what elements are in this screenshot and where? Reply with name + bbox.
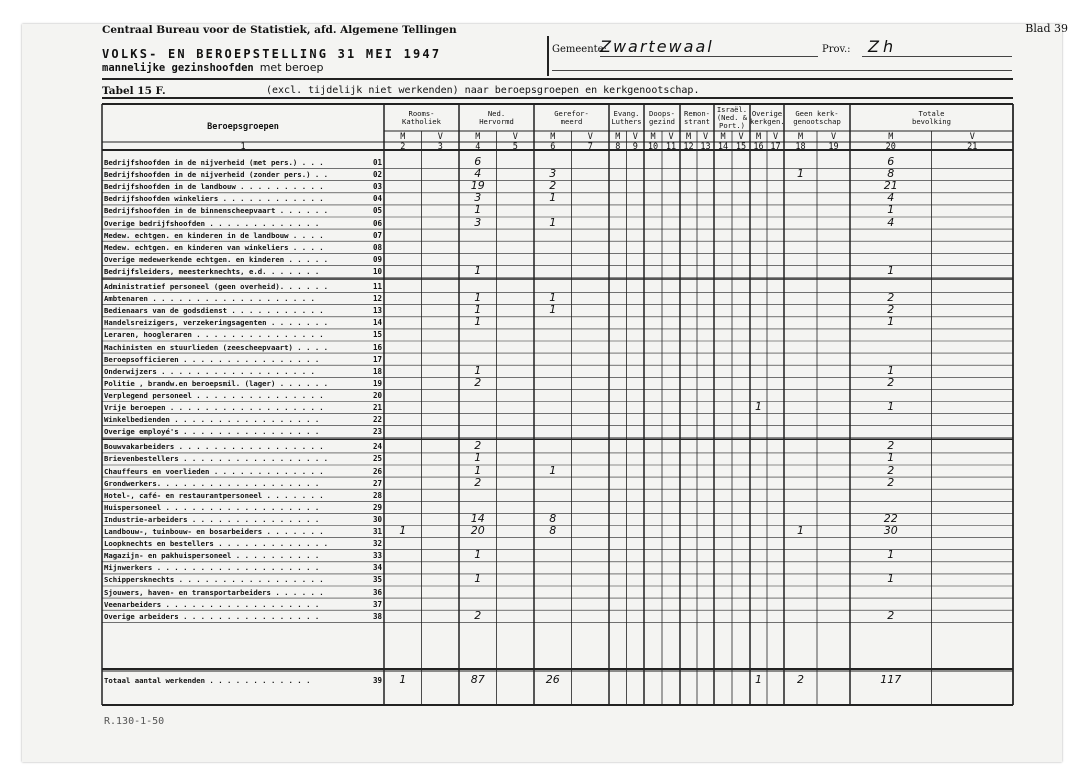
cell-value: 4 (887, 215, 895, 229)
row-number: 04 (372, 194, 382, 204)
row-number: 10 (372, 266, 382, 276)
mv-m-label: M (720, 132, 726, 142)
cell-value: 2 (474, 608, 482, 622)
row-label: Schippersknechts . . . . . . . . . . . . . . . . . (104, 575, 324, 585)
row-number: 11 (372, 282, 382, 291)
row-number: 08 (372, 242, 382, 252)
cell-value: 2 (887, 608, 895, 622)
row-label: Overige arbeiders . . . . . . . . . . . . . . . . (104, 611, 320, 621)
mv-v-label: V (437, 132, 443, 142)
mv-m-label: M (650, 132, 656, 142)
row-label: Landbouw-, tuinbouw- en bosarbeiders . . . . . . . (104, 527, 324, 536)
row-label: Huispersoneel . . . . . . . . . . . . . . . . . . (104, 502, 320, 512)
cell-value: 2 (474, 375, 482, 389)
row-number: 05 (372, 206, 382, 216)
cell-value: 1 (474, 303, 482, 317)
column-number: 10 (647, 142, 659, 152)
column-number: 15 (735, 142, 747, 152)
cell-value: 1 (887, 548, 895, 562)
row-label: Bedrijfsleiders, meesterknechts, e.d. . . . . . . (104, 266, 320, 276)
row-label: Magazijn- en pakhuispersoneel . . . . . . . . . . (104, 551, 320, 561)
cell-value: 3 (474, 215, 482, 229)
row-label: Winkelbedienden . . . . . . . . . . . . . . . . . (104, 415, 320, 425)
cell-value: 1 (549, 463, 557, 477)
group-header: Gerefor- meerd (554, 109, 589, 126)
row-number: 35 (372, 575, 382, 585)
row-number: 37 (372, 599, 382, 609)
total-label: Totaal aantal werkenden . . . . . . . . . . . . (104, 676, 311, 685)
row-number: 38 (372, 611, 382, 621)
mv-m-label: M (400, 132, 406, 142)
row-label: Industrie-arbeiders . . . . . . . . . . . . . . . (104, 514, 320, 524)
cell-value: 1 (399, 524, 407, 537)
cell-value: 3 (549, 167, 557, 181)
cell-value: 19 (470, 179, 485, 193)
row-label: Machinisten en stuurlieden (zeescheepvaart) . . . . (104, 342, 329, 352)
cell-value: 2 (887, 475, 895, 489)
prov-label: Prov.: (822, 44, 851, 55)
column-number: 1 (240, 142, 246, 152)
row-label: Veenarbeiders . . . . . . . . . . . . . . . . . . (104, 599, 320, 609)
cell-value: 1 (474, 363, 482, 377)
gemeente-value: Zwartewaal (600, 37, 714, 56)
group-header: Evang. Luthers (611, 109, 642, 126)
column-number: 17 (770, 142, 781, 152)
cell-value: 2 (474, 439, 482, 453)
row-label: Mijnwerkers . . . . . . . . . . . . . . . . . . . (104, 563, 320, 573)
cell-value: 1 (474, 548, 482, 562)
row-number: 02 (372, 170, 382, 180)
group-header: Ned. Hervormd (479, 109, 514, 126)
cell-value: 1 (474, 451, 482, 465)
cell-value: 4 (474, 167, 482, 181)
mv-m-label: M (685, 132, 692, 142)
row-number: 01 (372, 158, 382, 167)
cell-value: 1 (797, 524, 804, 537)
header-beroepsgroepen: Beroepsgroepen (207, 122, 279, 132)
row-label: Ambtenaren . . . . . . . . . . . . . . . . . . . (104, 294, 315, 304)
cell-value: 1 (797, 167, 804, 181)
row-label: Administratief personeel (geen overheid). . . . . . (104, 282, 329, 291)
column-number: 19 (828, 142, 839, 152)
cell-value: 2 (474, 475, 482, 489)
cell-value: 1 (887, 315, 895, 329)
form-code: R.130-1-50 (104, 716, 165, 727)
mv-m-label: M (755, 132, 762, 142)
mv-v-label: V (738, 132, 744, 142)
row-number: 21 (372, 403, 382, 412)
cell-value: 2 (887, 463, 895, 477)
mv-v-label: V (969, 132, 975, 142)
row-number: 31 (372, 527, 382, 536)
cell-value: 30 (883, 524, 898, 537)
mv-m-label: M (797, 132, 804, 142)
row-number: 18 (372, 366, 382, 376)
row-label: Verplegend personeel . . . . . . . . . . . . . . . (104, 390, 324, 400)
cell-value: 8 (549, 524, 557, 537)
group-header: Totale bevolking (912, 109, 951, 126)
cell-value: 6 (887, 155, 895, 168)
gemeente-label: Gemeente: (552, 44, 607, 55)
total-value: 2 (797, 673, 804, 686)
mv-m-label: M (550, 132, 556, 142)
row-label: Bedrijfshoofden in de landbouw . . . . . . . . . . (104, 182, 324, 192)
row-number: 23 (372, 427, 382, 437)
row-label: Vrije beroepen . . . . . . . . . . . . . . . . . . (104, 403, 324, 412)
table-number: Tabel 15 F. (102, 85, 166, 97)
table-description: (excl. tijdelijk niet werkenden) naar beroepsgroepen en kerkgenootschap. (266, 85, 700, 96)
row-label: Medew. echtgen. en kinderen in de landbouw . . . . (104, 230, 324, 240)
mv-m-label: M (888, 132, 894, 142)
mv-v-label: V (512, 132, 518, 142)
row-label: Politie , brandw.en beroepsmil. (lager) . . . . . . (104, 378, 329, 388)
total-value: 26 (545, 673, 560, 686)
row-number: 17 (372, 354, 382, 364)
row-number: 27 (372, 478, 382, 488)
total-value: 87 (470, 673, 485, 686)
row-number: 30 (372, 514, 382, 524)
row-number: 14 (372, 318, 382, 328)
row-number: 26 (372, 466, 382, 476)
group-header: Rooms- Katholiek (402, 109, 441, 126)
cell-value: 1 (474, 263, 482, 277)
row-number: 06 (372, 218, 382, 228)
cell-value: 6 (474, 155, 482, 168)
column-number: 7 (587, 142, 593, 152)
cell-value: 1 (887, 400, 895, 413)
column-number: 14 (717, 142, 729, 152)
cell-value: 4 (887, 191, 895, 205)
row-label: Medew. echtgen. en kinderen van winkeliers . . . . (104, 242, 324, 252)
column-number: 3 (437, 142, 443, 152)
row-number: 13 (372, 306, 382, 316)
cell-value: 1 (887, 572, 895, 586)
column-number: 4 (475, 142, 481, 152)
total-number: 39 (372, 676, 382, 685)
row-number: 03 (372, 182, 382, 192)
row-label: Bedrijfshoofden winkeliers . . . . . . . . . . . . (104, 194, 324, 204)
row-label: Grondwerkers. . . . . . . . . . . . . . . . . . . (104, 478, 320, 488)
cell-value: 1 (755, 400, 762, 413)
cell-value: 8 (887, 167, 895, 181)
cell-value: 8 (549, 511, 557, 525)
mv-v-label: V (772, 132, 779, 142)
row-number: 16 (372, 342, 382, 352)
row-number: 24 (372, 442, 382, 452)
cell-value: 1 (549, 215, 557, 229)
row-number: 25 (372, 454, 382, 464)
column-number: 18 (795, 142, 806, 152)
census-title: VOLKS- EN BEROEPSTELLING 31 MEI 1947 (102, 47, 442, 61)
group-header: Remon- strant (684, 109, 710, 126)
row-number: 29 (372, 502, 382, 512)
cell-value: 2 (887, 291, 895, 305)
row-label: Chauffeurs en voerlieden . . . . . . . . . . . . . (104, 466, 324, 476)
total-value: 1 (399, 673, 407, 686)
row-label: Brievenbestellers . . . . . . . . . . . . . . . . . (104, 454, 329, 464)
column-number: 11 (665, 142, 677, 152)
row-label: Leraren, hoogleraren . . . . . . . . . . . . . . . (104, 330, 324, 340)
row-label: Bedrijfshoofden in de nijverheid (zonder pers.) . . (104, 170, 329, 180)
cell-value: 1 (549, 303, 557, 317)
column-number: 8 (615, 142, 621, 152)
mv-m-label: M (475, 132, 481, 142)
bureau-title: Centraal Bureau voor de Statistiek, afd. Algemene Tellingen (102, 24, 457, 36)
row-label: Bouwvakarbeiders . . . . . . . . . . . . . . . . . (104, 442, 324, 452)
column-number: 20 (885, 142, 896, 152)
column-number: 2 (400, 142, 406, 152)
cell-value: 1 (474, 203, 482, 217)
subtitle-typed: mannelijke gezinshoofden (102, 62, 254, 74)
cell-value: 1 (549, 291, 557, 305)
cell-value: 1 (887, 203, 895, 217)
row-label: Overige bedrijfshoofden . . . . . . . . . . . . . (104, 218, 320, 228)
row-number: 19 (372, 378, 382, 388)
cell-value: 2 (887, 303, 895, 317)
row-number: 28 (372, 490, 382, 500)
row-label: Bedrijfshoofden in de nijverheid (met pers.) . . . (104, 158, 324, 167)
row-label: Overige employé's . . . . . . . . . . . . . . . . (104, 427, 320, 437)
mv-v-label: V (702, 132, 709, 142)
subtitle-handwritten: met beroep (259, 61, 324, 74)
group-header: Geen kerk- genootschap (793, 109, 841, 126)
cell-value: 22 (883, 511, 898, 525)
row-label: Beroepsofficieren . . . . . . . . . . . . . . . . (104, 354, 320, 364)
row-number: 22 (372, 415, 382, 425)
cell-value: 1 (887, 263, 895, 277)
cell-value: 1 (474, 291, 482, 305)
row-number: 09 (372, 254, 382, 264)
row-label: Loopknechts en bestellers . . . . . . . . . . . . . (104, 539, 329, 549)
row-label: Onderwijzers . . . . . . . . . . . . . . . . . . (104, 366, 315, 376)
mv-m-label: M (615, 132, 621, 142)
row-number: 32 (372, 539, 382, 549)
row-label: Handelsreizigers, verzekeringsagenten . . . . . . . (104, 318, 329, 328)
row-number: 15 (372, 330, 382, 340)
mv-v-label: V (632, 132, 638, 142)
cell-value: 21 (883, 179, 898, 193)
cell-value: 3 (474, 191, 482, 205)
total-value: 117 (880, 673, 902, 686)
cell-value: 2 (887, 375, 895, 389)
cell-value: 2 (887, 439, 895, 453)
column-number: 16 (753, 142, 764, 152)
row-number: 12 (372, 294, 382, 304)
row-number: 07 (372, 230, 382, 240)
column-number: 12 (683, 142, 694, 152)
total-value: 1 (755, 673, 762, 686)
row-label: Bedienaars van de godsdienst . . . . . . . . . . . (104, 306, 324, 316)
cell-value: 1 (474, 572, 482, 586)
column-number: 21 (967, 142, 978, 152)
mv-v-label: V (587, 132, 593, 142)
row-number: 33 (372, 551, 382, 561)
column-number: 5 (512, 142, 518, 152)
cell-value: 1 (549, 191, 557, 205)
cell-value: 1 (474, 463, 482, 477)
cell-value: 14 (470, 511, 485, 525)
cell-value: 20 (470, 524, 485, 537)
sheet-number: Blad 39 (1025, 22, 1068, 35)
column-number: 13 (700, 142, 711, 152)
row-label: Sjouwers, haven- en transportarbeiders . . . . . . (104, 587, 324, 597)
mv-v-label: V (830, 132, 837, 142)
cell-value: 1 (887, 451, 895, 465)
cell-value: 2 (549, 179, 557, 193)
row-number: 34 (372, 563, 382, 573)
mv-v-label: V (668, 132, 674, 142)
row-label: Bedrijfshoofden in de binnenscheepvaart . . . . . . (104, 206, 329, 216)
cell-value: 1 (887, 363, 895, 377)
group-header: Israël. (Ned. & Port.) (716, 105, 748, 130)
row-number: 20 (372, 390, 382, 400)
cell-value: 1 (474, 315, 482, 329)
group-header: Overige kerkgen. (750, 109, 785, 126)
column-number: 9 (632, 142, 638, 152)
prov-value: Zh (868, 37, 898, 56)
row-number: 36 (372, 587, 382, 597)
group-header: Doops- gezind (649, 109, 675, 126)
row-label: Overige medewerkende echtgen. en kinderen . . . . . (104, 254, 329, 264)
row-label: Hotel-, café- en restaurantpersoneel . . . . . . . (104, 490, 324, 500)
column-number: 6 (550, 142, 556, 152)
